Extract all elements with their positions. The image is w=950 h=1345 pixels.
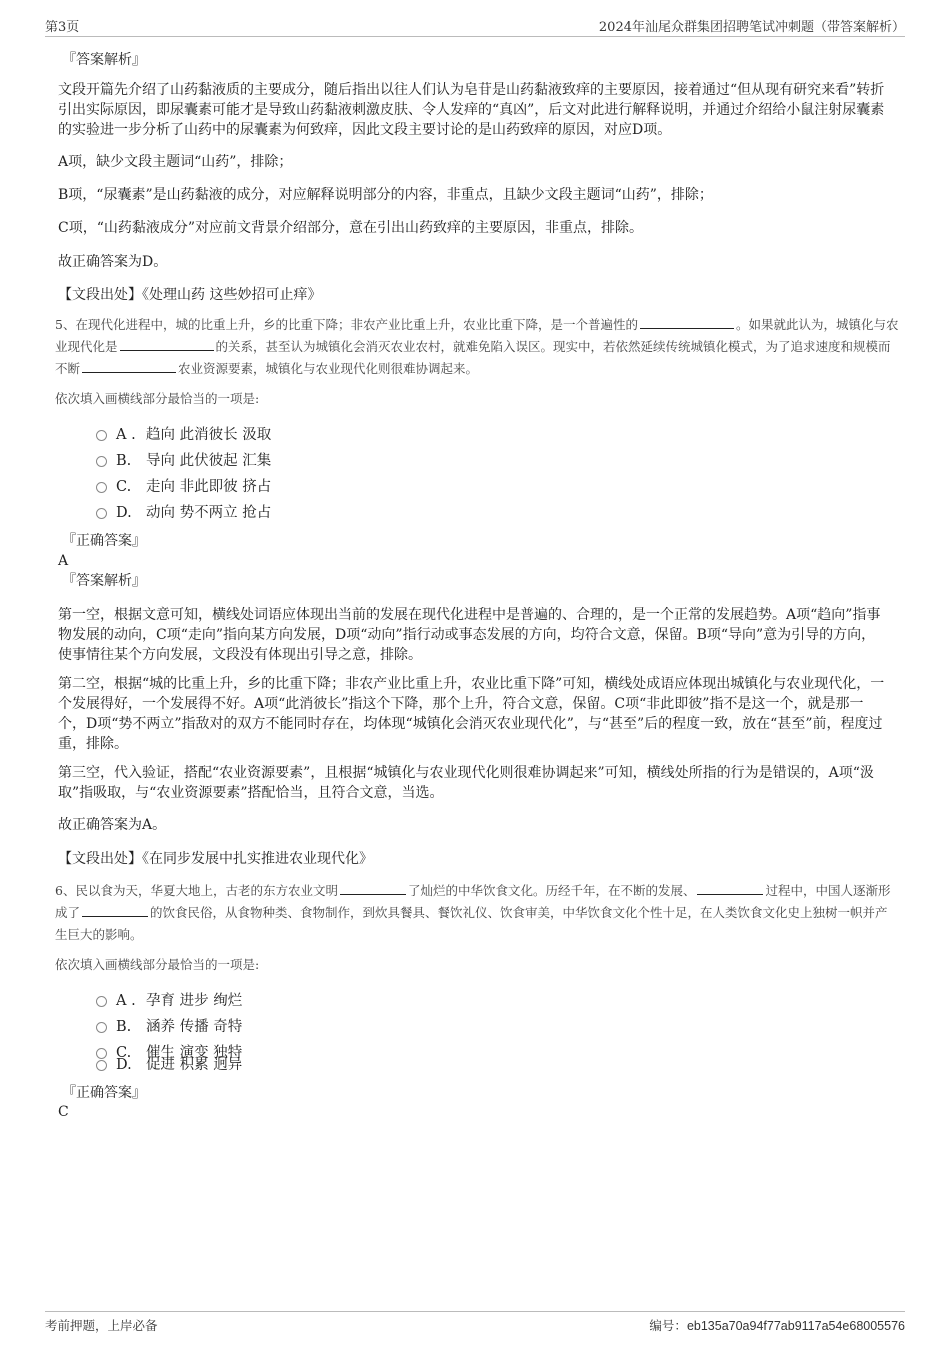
q5-conclusion: 故正确答案为A。 bbox=[58, 817, 167, 833]
q5-stem-part3: 的关系，甚至认为城镇化会消灭农业农村，就难免陷入误区。现实中，若依然延续传统城镇化模式，为了追求速度和规模而不断 bbox=[55, 339, 891, 376]
q6-option-d[interactable] bbox=[96, 1054, 242, 1076]
q6-blank-1 bbox=[340, 882, 406, 895]
q6-answer: C bbox=[58, 1104, 69, 1120]
document-code bbox=[649, 1316, 905, 1334]
page-number: 第3页 bbox=[45, 20, 80, 35]
option-text: 促进 积累 迥异 bbox=[146, 1057, 243, 1073]
code-label: 编号： bbox=[649, 1318, 687, 1333]
option-text: 导向 此伏彼起 汇集 bbox=[146, 453, 272, 469]
option-letter: A . bbox=[116, 993, 136, 1009]
option-text: 走向 非此即彼 挤占 bbox=[146, 479, 272, 495]
q6-stem-part4: 的饮食民俗，从食物种类、食物制作，到炊具餐具、餐饮礼仪、饮食审美，中华饮食文化个性十足，在人类饮食文化史上独树一帜并产生巨大的影响。 bbox=[55, 905, 888, 942]
option-letter: C. bbox=[116, 479, 132, 495]
page-header bbox=[45, 16, 905, 37]
q6-prompt: 依次填入画横线部分最恰当的一项是: bbox=[55, 957, 260, 972]
q5-answer-title: 『正确答案』 bbox=[62, 533, 146, 549]
code-value: eb135a70a94f77ab9117a54e68005576 bbox=[686, 1319, 905, 1333]
option-letter: A . bbox=[116, 427, 136, 443]
option-letter: B. bbox=[116, 453, 132, 469]
q5-option-d[interactable] bbox=[96, 502, 271, 524]
q6-stem-part1: 6、民以食为天，华夏大地上，古老的东方农业文明 bbox=[55, 883, 338, 898]
q5-blank-2 bbox=[120, 338, 214, 351]
q6-stem bbox=[55, 880, 900, 946]
q5-stem-part2: 。如果就此认为，城镇化与农业现代化是 bbox=[55, 317, 899, 354]
radio-icon[interactable] bbox=[96, 1060, 107, 1071]
q6-blank-3 bbox=[82, 904, 148, 917]
q6-blank-2 bbox=[697, 882, 763, 895]
radio-icon[interactable] bbox=[96, 456, 107, 467]
option-text: 趋向 此消彼长 汲取 bbox=[146, 427, 272, 443]
q5-analysis-blank-2: 第二空，根据“城的比重上升，乡的比重下降；非农产业比重上升，农业比重下降”可知，横线处成语应体现出城镇化与农业现代化，一个发展得好，一个发展得不好。A项“此消彼长”指这个下降，那个上升，符合文意，保留。C项“非此即彼”指不是这一个，就是那一个，D项“势不两立”指敌对的双方不能同时存在，均体现“城镇化会消灭农业现代化”，与“甚至”后的程度一致，放在“甚至”前，程度过重，排除。 bbox=[58, 676, 885, 752]
q5-stem-part4: 农业资源要素，城镇化与农业现代化则很难协调起来。 bbox=[178, 361, 479, 376]
q6-stem-part2: 了灿烂的中华饮食文化。历经千年，在不断的发展、 bbox=[407, 883, 696, 898]
q5-option-a[interactable] bbox=[96, 424, 271, 446]
option-text: 动向 势不两立 抢占 bbox=[146, 505, 272, 521]
q5-blank-1 bbox=[640, 316, 734, 329]
q5-source: 【文段出处】《在同步发展中扎实推进农业现代化》 bbox=[58, 851, 373, 867]
radio-icon[interactable] bbox=[96, 996, 107, 1007]
option-letter: C. bbox=[116, 1045, 132, 1061]
radio-icon[interactable] bbox=[96, 482, 107, 493]
q5-analysis-title: 『答案解析』 bbox=[62, 573, 146, 589]
q5-blank-3 bbox=[82, 360, 176, 373]
radio-icon[interactable] bbox=[96, 430, 107, 441]
q5-stem-part1: 5、在现代化进程中，城的比重上升，乡的比重下降；非农产业比重上升，农业比重下降，是一个普遍性的 bbox=[55, 317, 638, 332]
q6-stem-part3: 过程中，中国人逐渐形成了 bbox=[55, 883, 891, 920]
q4-analysis-option-c: C项，“山药黏液成分”对应前文背景介绍部分，意在引出山药致痒的主要原因，非重点，排除。 bbox=[58, 220, 644, 236]
option-letter: D. bbox=[116, 1057, 132, 1073]
q5-answer: A bbox=[58, 553, 69, 569]
footer-slogan: 考前押题，上岸必备 bbox=[45, 1318, 158, 1333]
q4-analysis-title: 『答案解析』 bbox=[62, 52, 146, 68]
q6-answer-title: 『正确答案』 bbox=[62, 1085, 146, 1101]
q4-source: 【文段出处】《处理山药 这些妙招可止痒》 bbox=[58, 287, 322, 303]
q6-option-b[interactable] bbox=[96, 1016, 242, 1038]
option-letter: B. bbox=[116, 1019, 132, 1035]
radio-icon[interactable] bbox=[96, 508, 107, 519]
q4-analysis-option-b: B项，“尿囊素”是山药黏液的成分，对应解释说明部分的内容，非重点，且缺少文段主题词“山药”，排除； bbox=[58, 187, 713, 203]
option-text: 涵养 传播 奇特 bbox=[146, 1019, 243, 1035]
q5-stem bbox=[55, 314, 900, 380]
q5-option-b[interactable] bbox=[96, 450, 271, 472]
option-letter: D. bbox=[116, 505, 132, 521]
option-text: 催生 演变 独特 bbox=[146, 1045, 243, 1061]
q5-analysis-blank-1: 第一空，根据文意可知，横线处词语应体现出当前的发展在现代化进程中是普遍的、合理的，是一个正常的发展趋势。A项“趋向”指事物发展的动向，C项“走向”指向某方向发展，D项“动向”指行动或事态发展的方向，均符合文意，保留。B项“导向”意为引导的方向，使事情往某个方向发展，文段没有体现出引导之意，排除。 bbox=[58, 607, 881, 663]
q4-analysis-paragraph: 文段开篇先介绍了山药黏液质的主要成分，随后指出以往人们认为皂苷是山药黏液致痒的主要原因，接着通过“但从现有研究来看”转折引出实际原因，即尿囊素可能才是导致山药黏液刺激皮肤、令人发痒的“真凶”，后文对此进行解释说明，并通过介绍给小鼠注射尿囊素的实验进一步分析了山药中的尿囊素为何致痒，因此文段主要讨论的是山药致痒的原因，对应D项。 bbox=[58, 82, 885, 138]
q5-analysis-blank-3: 第三空，代入验证，搭配“农业资源要素”，且根据“城镇化与农业现代化则很难协调起来”可知，横线处所指的行为是错误的，A项“汲取”指吸取，与“农业资源要素”搭配恰当，且符合文意，当选。 bbox=[58, 765, 874, 801]
q4-analysis-option-a: A项，缺少文段主题词“山药”，排除； bbox=[58, 154, 293, 170]
q6-option-a[interactable] bbox=[96, 990, 242, 1012]
q5-prompt: 依次填入画横线部分最恰当的一项是: bbox=[55, 391, 260, 406]
document-title: 2024年汕尾众群集团招聘笔试冲刺题（带答案解析） bbox=[598, 20, 905, 35]
radio-icon[interactable] bbox=[96, 1022, 107, 1033]
option-text: 孕育 进步 绚烂 bbox=[146, 993, 243, 1009]
q5-option-c[interactable] bbox=[96, 476, 271, 498]
page-footer bbox=[45, 1311, 905, 1333]
q4-conclusion: 故正确答案为D。 bbox=[58, 254, 168, 270]
